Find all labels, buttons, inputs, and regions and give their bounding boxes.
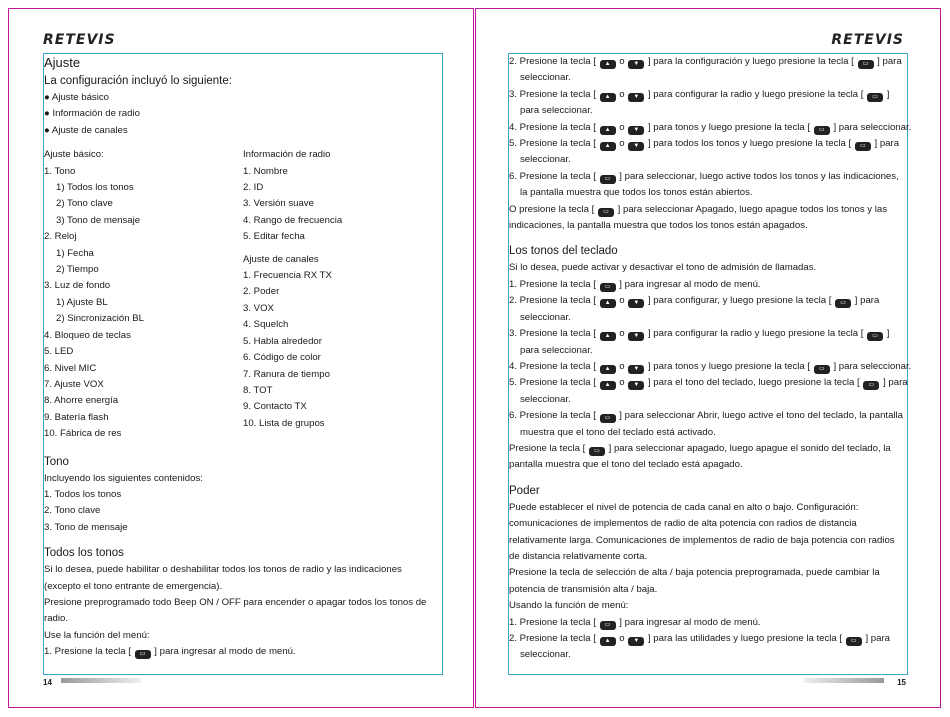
menu-key-icon: ▭ — [867, 332, 883, 341]
list-item: 8. TOT — [243, 384, 273, 396]
list-item: 1. Todos los tonos — [44, 488, 122, 500]
list-item: 10. Lista de grupos — [243, 417, 325, 429]
list-item: 1) Fecha — [56, 247, 94, 259]
basic-settings-list — [44, 147, 243, 442]
list-item: 7. Ajuste VOX — [44, 378, 104, 390]
down-key-icon: ▼ — [628, 142, 644, 151]
step-line: para seleccionar. — [520, 344, 593, 356]
retevis-logo: RETEVIS — [43, 32, 116, 48]
step-line: 2. Presione la tecla [ ▲ o ▼ ] para las utilidades y luego presione la tecla [ ▭ ] para — [509, 633, 890, 644]
list-item: 5. LED — [44, 346, 74, 358]
list-heading: Ajuste de canales — [243, 253, 319, 265]
down-key-icon: ▼ — [628, 381, 644, 390]
step-line: seleccionar. — [520, 393, 571, 405]
step-line: 5. Presione la tecla [ ▲ o ▼ ] para el tono del teclado, luego presione la tecla [ ▭ ] para — [509, 377, 908, 389]
page-footer-bar — [61, 678, 141, 683]
page-number: 15 — [897, 678, 906, 687]
step-line: 2. Presione la tecla [ ▲ o ▼ ] para configurar, y luego presione la tecla [ ▭ ] para — [509, 295, 880, 307]
paragraph-line: Presione la tecla de selección de alta / baja potencia preprogramada, puede cambiar la — [509, 567, 880, 579]
list-item: 4. Squelch — [243, 319, 289, 331]
left-content — [43, 53, 443, 675]
step-line: indicaciones, la pantalla muestra que todos los tonos están apagados. — [509, 220, 808, 232]
list-item: 2. Poder — [243, 286, 280, 298]
step-line: 1. Presione la tecla [ ▭ ] para ingresar al modo de menú. — [509, 278, 761, 290]
menu-key-icon: ▭ — [600, 414, 616, 423]
list-item: 1) Todos los tonos — [56, 182, 134, 194]
paragraph-line: Use la función del menú: — [44, 629, 150, 641]
up-key-icon: ▲ — [600, 332, 616, 341]
page-number: 14 — [43, 678, 52, 687]
list-item: 2) Sincronización BL — [56, 313, 144, 325]
list-item: 3. Versión suave — [243, 198, 314, 210]
menu-key-icon: ▭ — [867, 93, 883, 102]
menu-key-icon: ▭ — [600, 283, 616, 292]
paragraph-line: comunicaciones de implementos de radio de alta potencia con radios de distancia — [509, 518, 857, 530]
list-item: 1. Frecuencia RX TX — [243, 270, 332, 282]
list-item: 3. VOX — [243, 302, 274, 314]
step-line: 2. Presione la tecla [ ▲ o ▼ ] para la configuración y luego presione la tecla [ ▭ ] para — [509, 56, 902, 67]
step-line: 3. Presione la tecla [ ▲ o ▼ ] para configurar la radio y luego presione la tecla [ ▭ ] — [509, 328, 890, 340]
paragraph: Incluyendo los siguientes contenidos: — [44, 472, 203, 484]
step-line: 5. Presione la tecla [ ▲ o ▼ ] para todos los tonos y luego presione la tecla [ ▭ ] para — [509, 138, 900, 150]
paragraph-line: Puede establecer el nivel de potencia de cada canal en alto o bajo. Configuración: — [509, 501, 859, 513]
step-line: 1. Presione la tecla [ ▭ ] para ingresar al modo de menú. — [44, 646, 296, 658]
paragraph-line: potencia de transmisión alta / baja. — [509, 583, 658, 595]
list-item: 2. ID — [243, 182, 264, 194]
step-line: seleccionar. — [520, 72, 571, 84]
list-item: 6. Nivel MIC — [44, 362, 97, 374]
menu-key-icon: ▭ — [858, 60, 874, 69]
section-title-tono: Tono — [44, 455, 69, 468]
page-footer-bar — [804, 678, 884, 683]
list-item: 3. Tono de mensaje — [44, 521, 128, 533]
paragraph-line: Presione preprogramado todo Beep ON / OFF para encender o apagar todos los tonos de — [44, 596, 427, 608]
left-page — [8, 8, 474, 708]
list-item: 2) Tono clave — [56, 198, 113, 210]
list-item: 4. Rango de frecuencia — [243, 214, 343, 226]
up-key-icon: ▲ — [600, 365, 616, 374]
bullet-item: ● Ajuste de canales — [44, 124, 128, 136]
step-line: Presione la tecla [ ▭ ] para seleccionar apagado, luego apague el sonido del teclado, la — [509, 442, 891, 454]
step-line: 4. Presione la tecla [ ▲ o ▼ ] para tonos y luego presione la tecla [ ▭ ] para seleccionar. — [509, 360, 912, 372]
up-key-icon: ▲ — [600, 142, 616, 151]
down-key-icon: ▼ — [628, 637, 644, 646]
list-item: 2) Tiempo — [56, 264, 99, 276]
step-line: seleccionar. — [520, 154, 571, 166]
list-item: 2. Tono clave — [44, 505, 101, 517]
section-title-todos: Todos los tonos — [44, 547, 124, 560]
list-item: 9. Batería flash — [44, 411, 109, 423]
down-key-icon: ▼ — [628, 365, 644, 374]
paragraph-line: radio. — [44, 613, 68, 625]
menu-key-icon: ▭ — [814, 126, 830, 135]
list-heading: Información de radio — [243, 149, 331, 161]
menu-key-icon: ▭ — [589, 447, 605, 456]
step-line: la pantalla muestra que todos los tonos están abiertos. — [520, 187, 753, 199]
down-key-icon: ▼ — [628, 60, 644, 69]
step-line: 1. Presione la tecla [ ▭ ] para ingresar al modo de menú. — [509, 616, 761, 628]
list-item: 1) Ajuste BL — [56, 296, 108, 308]
list-item: 3. Luz de fondo — [44, 280, 111, 292]
list-item: 7. Ranura de tiempo — [243, 368, 330, 380]
step-line: O presione la tecla [ ▭ ] para seleccionar Apagado, luego apague todos los tonos y las — [509, 203, 888, 215]
step-line: muestra que el tono del teclado está activado. — [520, 426, 716, 438]
step-line: seleccionar. — [520, 649, 571, 661]
paragraph-line: Usando la función de menú: — [509, 600, 629, 612]
bullet-item: ● Información de radio — [44, 108, 140, 120]
up-key-icon: ▲ — [600, 299, 616, 308]
paragraph: Si lo desea, puede activar y desactivar el tono de admisión de llamadas. — [509, 262, 817, 274]
menu-key-icon: ▭ — [600, 621, 616, 630]
menu-key-icon: ▭ — [835, 299, 851, 308]
step-line: 4. Presione la tecla [ ▲ o ▼ ] para tonos y luego presione la tecla [ ▭ ] para seleccionar. — [509, 121, 912, 133]
menu-key-icon: ▭ — [814, 365, 830, 374]
section-title-teclado: Los tonos del teclado — [509, 245, 618, 258]
retevis-logo: RETEVIS — [831, 32, 904, 48]
menu-key-icon: ▭ — [846, 637, 862, 646]
list-item: 5. Habla alrededor — [243, 335, 322, 347]
step-line: seleccionar. — [520, 311, 571, 323]
list-item: 3) Tono de mensaje — [56, 214, 141, 226]
step-line: para seleccionar. — [520, 105, 593, 117]
right-content — [508, 53, 912, 675]
list-item: 1. Tono — [44, 165, 76, 177]
paragraph-line: (excepto el tono entrante de emergencia). — [44, 580, 223, 592]
up-key-icon: ▲ — [600, 126, 616, 135]
list-item: 8. Ahorre energía — [44, 395, 119, 407]
right-page — [475, 8, 941, 708]
step-line: 6. Presione la tecla [ ▭ ] para seleccionar, luego active todos los tonos y las indicaciones, — [509, 170, 899, 182]
down-key-icon: ▼ — [628, 332, 644, 341]
list-item: 1. Nombre — [243, 165, 288, 177]
list-item: 6. Código de color — [243, 352, 321, 364]
step-line: pantalla muestra que el tono del teclado está apagado. — [509, 459, 743, 471]
section-title-poder: Poder — [509, 484, 540, 497]
bullet-item: ● Ajuste básico — [44, 92, 109, 103]
menu-key-icon: ▭ — [600, 175, 616, 184]
up-key-icon: ▲ — [600, 60, 616, 69]
section-title-ajuste: Ajuste — [44, 55, 81, 70]
menu-key-icon: ▭ — [135, 650, 151, 659]
menu-key-icon: ▭ — [863, 381, 879, 390]
paragraph-line: de distancia relativamente corta. — [509, 550, 648, 562]
up-key-icon: ▲ — [600, 93, 616, 102]
down-key-icon: ▼ — [628, 93, 644, 102]
step-line: 6. Presione la tecla [ ▭ ] para seleccionar Abrir, luego active el tono del teclado, la pantalla — [509, 410, 904, 422]
list-item: 5. Editar fecha — [243, 231, 305, 243]
up-key-icon: ▲ — [600, 381, 616, 390]
up-key-icon: ▲ — [600, 637, 616, 646]
step-line: 3. Presione la tecla [ ▲ o ▼ ] para configurar la radio y luego presione la tecla [ ▭ ] — [509, 88, 890, 100]
list-item: 2. Reloj — [44, 231, 77, 243]
list-item: 4. Bloqueo de teclas — [44, 329, 131, 341]
list-heading: Ajuste básico: — [44, 149, 104, 161]
paragraph-line: relativamente larga. Comunicaciones de implementos de radio de baja potencia con radios — [509, 534, 895, 546]
list-item: 9. Contacto TX — [243, 401, 307, 413]
menu-key-icon: ▭ — [855, 142, 871, 151]
down-key-icon: ▼ — [628, 126, 644, 135]
list-item: 10. Fábrica de res — [44, 428, 122, 440]
down-key-icon: ▼ — [628, 299, 644, 308]
intro-text: La configuración incluyó lo siguiente: — [44, 75, 232, 87]
paragraph-line: Si lo desea, puede habilitar o deshabilitar todos los tonos de radio y las indicaciones — [44, 564, 402, 576]
menu-key-icon: ▭ — [598, 208, 614, 217]
radio-info-list — [243, 147, 442, 442]
